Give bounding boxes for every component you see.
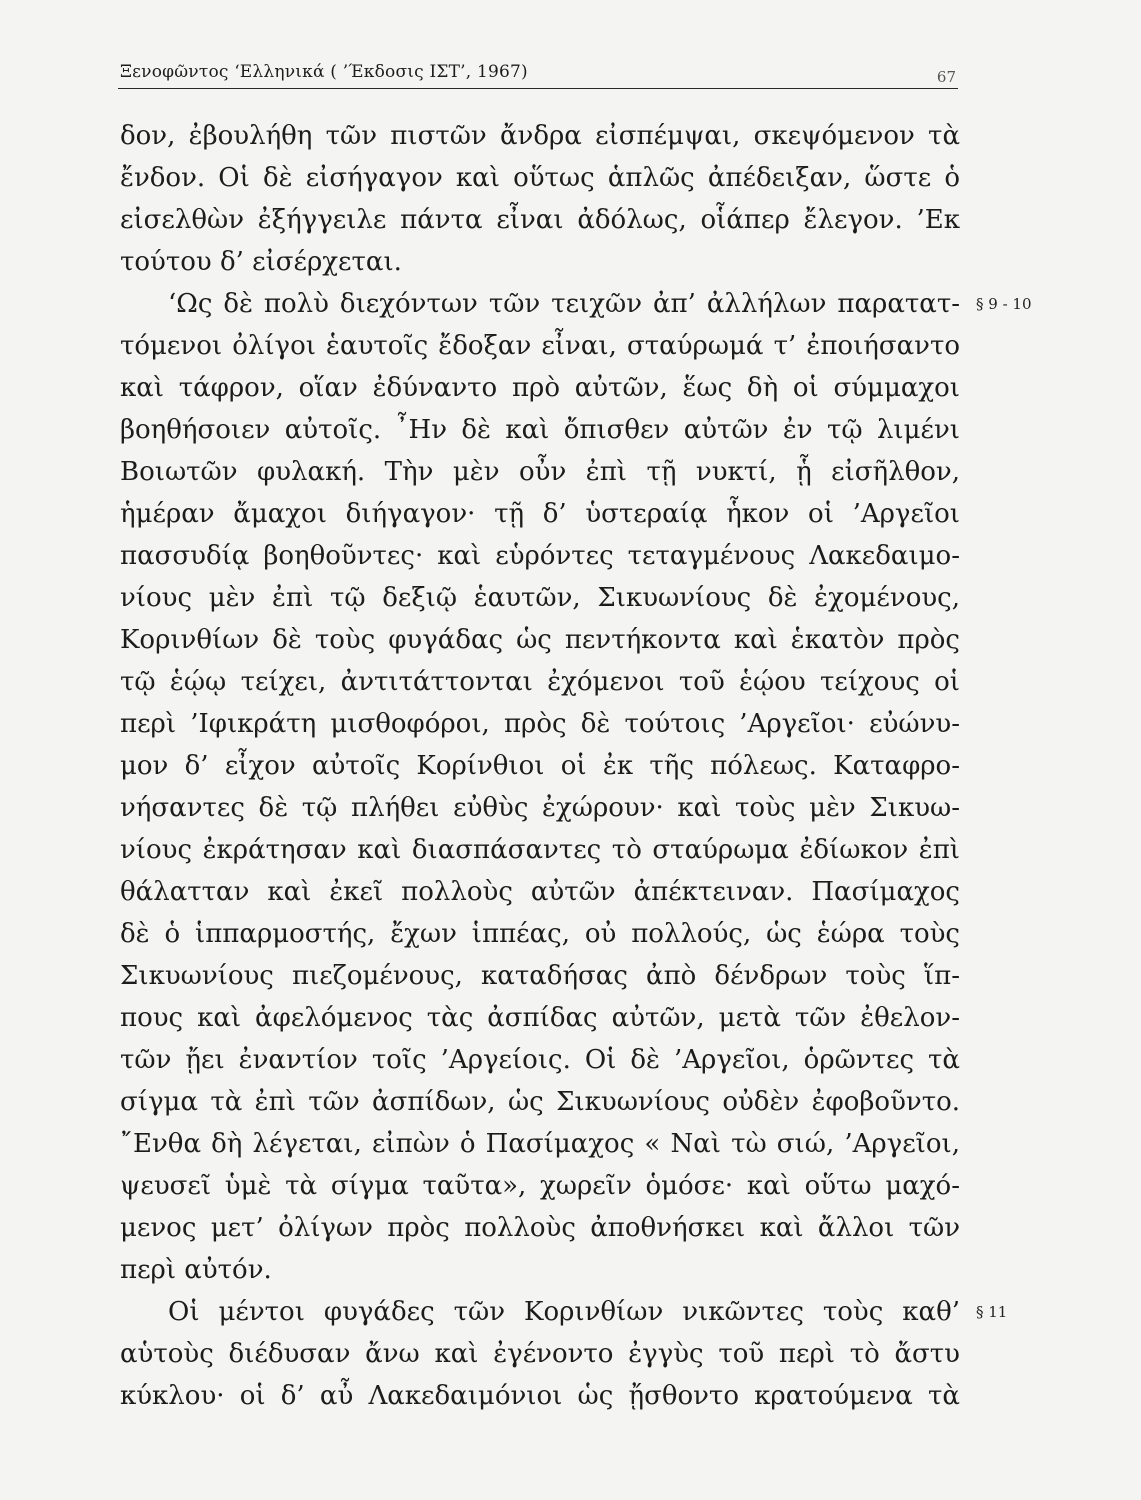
text-line: βοηθήσοιεν αὐτοῖς. ῏Ην δὲ καὶ ὄπισθεν αὐτῶν ἐν τῷ λιμένι [120,415,960,445]
text-line: ἡμέραν ἄμαχοι διήγαγον· τῇ δ’ ὑστεραίᾳ ἧκον οἱ ’Αργεῖοι [120,499,960,529]
text-line: τόμενοι ὀλίγοι ἑαυτοῖς ἔδοξαν εἶναι, σταύρωμά τ’ ἐποιήσαντο [120,331,960,361]
text-line: μον δ’ εἶχον αὐτοῖς Κορίνθιοι οἱ ἐκ τῆς πόλεως. Καταφρο- [120,751,960,781]
text-line: εἰσελθὼν ἐξήγγειλε πάντα εἶναι ἀδόλως, οἷάπερ ἔλεγον. ’Εκ [120,205,960,235]
body-text [120,115,960,1417]
text-line: τῷ ἑῴῳ τείχει, ἀντιτάττονται ἐχόμενοι τοῦ ἑῴου τείχους οἱ [120,667,960,697]
text-line: πους καὶ ἀφελόμενος τὰς ἀσπίδας αὐτῶν, μετὰ τῶν ἐθελον- [120,1003,960,1033]
text-line: Σικυωνίους πιεζομένους, καταδήσας ἀπὸ δένδρων τοὺς ἵπ- [120,961,960,991]
running-header [118,58,958,89]
text-line: ῎Ενθα δὴ λέγεται, εἰπὼν ὁ Πασίμαχος « Ναὶ τὼ σιώ, ’Αργεῖοι, [120,1129,960,1159]
text-line: θάλατταν καὶ ἐκεῖ πολλοὺς αὐτῶν ἀπέκτειναν. Πασίμαχος [120,877,960,907]
text-line: σίγμα τὰ ἐπὶ τῶν ἀσπίδων, ὡς Σικυωνίους οὐδὲν ἐφοβοῦντο. [120,1087,960,1117]
text-line: Βοιωτῶν φυλακή. Τὴν μὲν οὖν ἐπὶ τῇ νυκτί, ᾗ εἰσῆλθον, [120,457,960,487]
text-line: δὲ ὁ ἱππαρμοστής, ἔχων ἱππέας, οὐ πολλούς, ὡς ἑώρα τοὺς [120,919,960,949]
running-title: Ξενοφῶντος ‘Ελληνικά ( ’Έκδοσις ΙΣΤ’, 1967) [120,62,528,82]
text-line: νίους ἐκράτησαν καὶ διασπάσαντες τὸ σταύρωμα ἐδίωκον ἐπὶ [120,835,960,865]
text-line: πασσυδίᾳ βοηθοῦντες· καὶ εὑρόντες τεταγμένους Λακεδαιμο- [120,541,960,571]
section-margin-note: § 11 [976,1303,1008,1321]
text-line: μενος μετ’ ὀλίγων πρὸς πολλοὺς ἀποθνήσκει καὶ ἄλλοι τῶν [120,1213,960,1243]
text-line: καὶ τάφρον, οἵαν ἐδύναντο πρὸ αὐτῶν, ἕως δὴ οἱ σύμμαχοι [120,373,960,403]
text-line: νήσαντες δὲ τῷ πλήθει εὐθὺς ἐχώρουν· καὶ τοὺς μὲν Σικυω- [120,793,960,823]
text-line: Κορινθίων δὲ τοὺς φυγάδας ὡς πεντήκοντα καὶ ἑκατὸν πρὸς [120,625,960,655]
section-margin-note: § 9 - 10 [976,295,1032,313]
text-line: περὶ αὐτόν. [120,1255,272,1285]
text-line: τούτου δ’ εἰσέρχεται. [120,247,402,277]
text-line: δον, ἐβουλήθη τῶν πιστῶν ἄνδρα εἰσπέμψαι, σκεψόμενον τὰ [120,121,960,151]
text-line: ‘Ως δὲ πολὺ διεχόντων τῶν τειχῶν ἀπ’ ἀλλήλων παρατατ- [168,289,960,319]
text-line: ἔνδον. Οἱ δὲ εἰσήγαγον καὶ οὕτως ἁπλῶς ἀπέδειξαν, ὥστε ὁ [120,163,960,193]
page-number: 67 [936,68,956,86]
text-line: κύκλου· οἱ δ’ αὖ Λακεδαιμόνιοι ὡς ᾔσθοντο κρατούμενα τὰ [120,1381,960,1411]
text-line: αὑτοὺς διέδυσαν ἄνω καὶ ἐγένοντο ἐγγὺς τοῦ περὶ τὸ ἄστυ [120,1339,960,1369]
text-line: τῶν ᾔει ἐναντίον τοῖς ’Αργείοις. Οἱ δὲ ’Αργεῖοι, ὁρῶντες τὰ [120,1045,960,1075]
text-line: Οἱ μέντοι φυγάδες τῶν Κορινθίων νικῶντες τοὺς καθ’ [168,1297,960,1327]
text-line: ψευσεῖ ὑμὲ τὰ σίγμα ταῦτα», χωρεῖν ὁμόσε· καὶ οὕτω μαχό- [120,1171,960,1201]
text-line: νίους μὲν ἐπὶ τῷ δεξιῷ ἑαυτῶν, Σικυωνίους δὲ ἐχομένους, [120,583,960,613]
text-line: περὶ ’Ιφικράτη μισθοφόροι, πρὸς δὲ τούτοις ’Αργεῖοι· εὐώνυ- [120,709,960,739]
